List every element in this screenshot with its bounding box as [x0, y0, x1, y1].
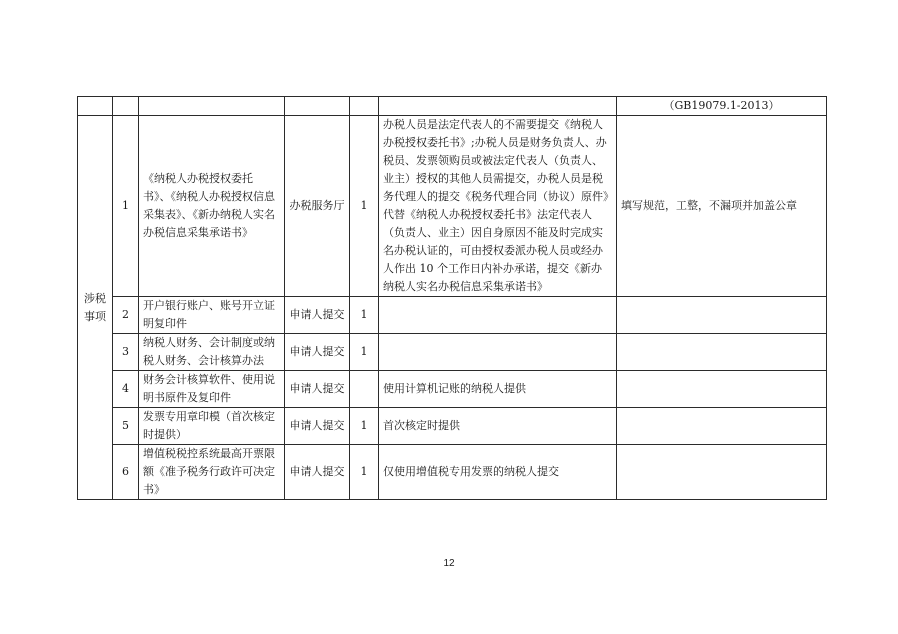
- cell-empty: [113, 97, 139, 116]
- material-source: 申请人提交: [285, 445, 350, 500]
- material-count: 1: [350, 297, 379, 334]
- table-row: [78, 116, 827, 297]
- table-row: [78, 334, 827, 371]
- material-requirement: [617, 445, 827, 500]
- material-note: 首次核定时提供: [379, 408, 617, 445]
- cell-empty: [78, 97, 113, 116]
- material-note: [379, 297, 617, 334]
- material-source: 办税服务厅: [285, 116, 350, 297]
- row-number: 3: [113, 334, 139, 371]
- material-name: 增值税税控系统最高开票限额《准予税务行政许可决定书》: [139, 445, 285, 500]
- row-number: 1: [113, 116, 139, 297]
- row-number: 6: [113, 445, 139, 500]
- material-name: 开户银行账户、账号开立证明复印件: [139, 297, 285, 334]
- material-count: 1: [350, 116, 379, 297]
- material-note: 办税人员是法定代表人的不需要提交《纳税人办税授权委托书》;办税人员是财务负责人、办税员、发票领购员或被法定代表人（负责人、业主）授权的其他人员需提交，办税人员是税务代理人的提交《税务代理合同（协议）原件》代替《纳税人办税授权委托书》法定代表人（负责人、业主）因自身原因不能及时完成实名办税认证的，可由授权委派办税人员或经办人作出 10 个工作日内补办承诺，提交《新办纳税人实名办税信息采集承诺书》: [379, 116, 617, 297]
- material-count: 1: [350, 408, 379, 445]
- material-source: 申请人提交: [285, 297, 350, 334]
- material-note: 使用计算机记账的纳税人提供: [379, 371, 617, 408]
- category-cell: 涉税事项: [78, 116, 113, 500]
- material-requirement: [617, 371, 827, 408]
- row-number: 2: [113, 297, 139, 334]
- material-name: 纳税人财务、会计制度或纳税人财务、会计核算办法: [139, 334, 285, 371]
- cell-empty: [139, 97, 285, 116]
- table-row: [78, 408, 827, 445]
- row-number: 5: [113, 408, 139, 445]
- material-source: 申请人提交: [285, 334, 350, 371]
- material-count: 1: [350, 445, 379, 500]
- cell-empty: [350, 97, 379, 116]
- material-count: [350, 371, 379, 408]
- page-number: 12: [443, 558, 455, 569]
- material-requirement: [617, 334, 827, 371]
- requirement-cell: （GB19079.1-2013）: [617, 97, 827, 116]
- material-name: 财务会计核算软件、使用说明书原件及复印件: [139, 371, 285, 408]
- material-requirement: [617, 408, 827, 445]
- table-row: [78, 297, 827, 334]
- material-name: 《纳税人办税授权委托书》、《纳税人办税授权信息采集表》、《新办纳税人实名办税信息采集承诺书》: [139, 116, 285, 297]
- material-note: [379, 334, 617, 371]
- cell-empty: [379, 97, 617, 116]
- material-requirement: 填写规范，工整，不漏项并加盖公章: [617, 116, 827, 297]
- table-row: [78, 445, 827, 500]
- table-row-continuation: [78, 97, 827, 116]
- material-name: 发票专用章印模（首次核定时提供）: [139, 408, 285, 445]
- material-note: 仅使用增值税专用发票的纳税人提交: [379, 445, 617, 500]
- material-source: 申请人提交: [285, 371, 350, 408]
- row-number: 4: [113, 371, 139, 408]
- material-count: 1: [350, 334, 379, 371]
- material-requirement: [617, 297, 827, 334]
- materials-table: [77, 96, 827, 500]
- table-row: [78, 371, 827, 408]
- material-source: 申请人提交: [285, 408, 350, 445]
- cell-empty: [285, 97, 350, 116]
